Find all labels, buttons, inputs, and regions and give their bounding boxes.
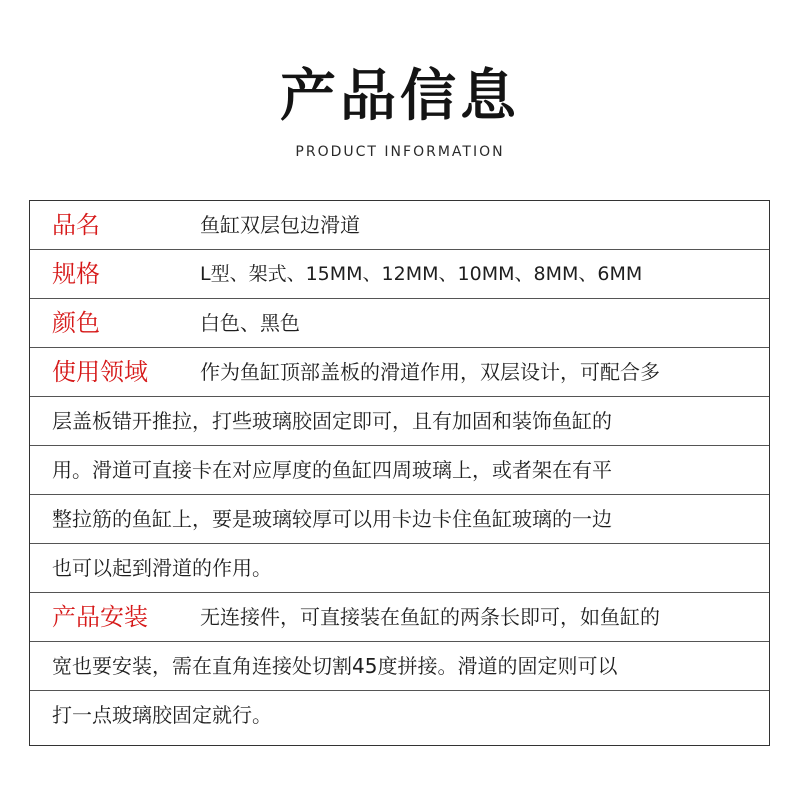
row-value-usage-line-4: 整拉筋的鱼缸上，要是玻璃较厚可以用卡边卡住鱼缸玻璃的一边	[52, 507, 612, 531]
product-info-table	[29, 200, 770, 746]
table-row-spec	[30, 250, 769, 299]
page-title: 产品信息	[280, 64, 520, 129]
row-value-spec: L型、架式、15MM、12MM、10MM、8MM、6MM	[200, 263, 643, 285]
row-label-color: 颜色	[52, 309, 100, 337]
row-label-install: 产品安装	[52, 603, 148, 631]
table-row-usage-cont-1	[30, 397, 769, 446]
table-row-color	[30, 299, 769, 348]
table-row-usage-cont-3	[30, 495, 769, 544]
row-value-usage-line-2: 层盖板错开推拉，打些玻璃胶固定即可，且有加固和装饰鱼缸的	[52, 409, 612, 433]
row-value-install-line-2: 宽也要安装，需在直角连接处切割45度拼接。滑道的固定则可以	[52, 654, 618, 678]
table-row-install	[30, 593, 769, 642]
page-subtitle: PRODUCT INFORMATION	[295, 144, 505, 160]
row-value-usage-line-1: 作为鱼缸顶部盖板的滑道作用，双层设计，可配合多	[200, 360, 660, 384]
table-row-usage-cont-2	[30, 446, 769, 495]
table-row-product-name	[30, 201, 769, 250]
row-label-usage: 使用领域	[52, 358, 148, 386]
table-row-usage	[30, 348, 769, 397]
row-value-usage-line-5: 也可以起到滑道的作用。	[52, 556, 272, 580]
row-value-color: 白色、黑色	[200, 311, 300, 335]
table-row-install-cont-1	[30, 642, 769, 691]
row-value-install-line-1: 无连接件，可直接装在鱼缸的两条长即可，如鱼缸的	[200, 605, 660, 629]
table-row-usage-cont-4	[30, 544, 769, 593]
row-label-spec: 规格	[52, 260, 100, 288]
row-value-usage-line-3: 用。滑道可直接卡在对应厚度的鱼缸四周玻璃上，或者架在有平	[52, 458, 612, 482]
row-value-product-name: 鱼缸双层包边滑道	[200, 213, 360, 237]
table-row-install-cont-2	[30, 691, 769, 740]
row-label-product-name: 品名	[52, 211, 100, 239]
row-value-install-line-3: 打一点玻璃胶固定就行。	[52, 703, 272, 727]
